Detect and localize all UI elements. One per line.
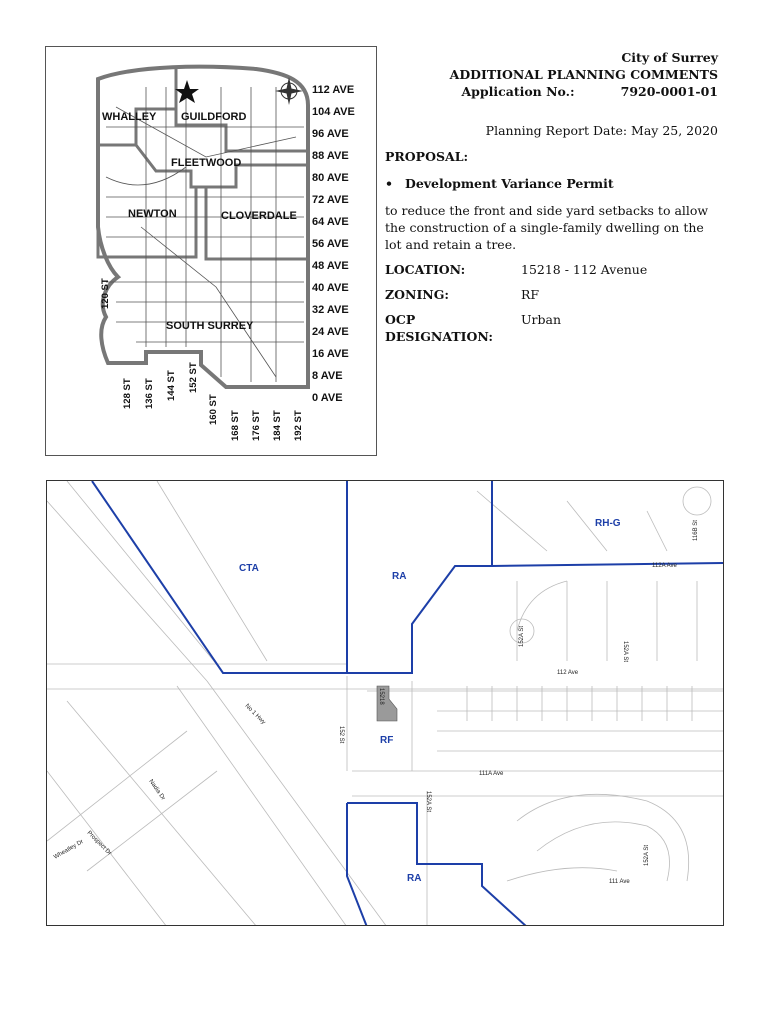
street-label: 120 ST bbox=[100, 278, 111, 309]
zone-label-rh-g: RH-G bbox=[595, 518, 621, 529]
city-name: City of Surrey bbox=[621, 50, 718, 65]
ocp-row bbox=[385, 311, 720, 345]
avenue-label: 32 AVE bbox=[312, 304, 349, 316]
avenue-label: 8 AVE bbox=[312, 370, 343, 382]
application-line bbox=[450, 83, 718, 100]
bullet-text: Development Variance Permit bbox=[405, 176, 614, 191]
street-label: 111 Ave bbox=[609, 879, 630, 885]
avenue-label: 64 AVE bbox=[312, 216, 349, 228]
bullet-icon: • bbox=[385, 176, 393, 191]
application-label: Application No.: bbox=[461, 84, 575, 99]
key-map bbox=[45, 46, 377, 456]
street-label: 112 Ave bbox=[557, 670, 579, 676]
proposal-description: to reduce the front and side yard setbacks to allow the construction of a single-family dwelling on the lot and retain a tree. bbox=[385, 203, 709, 252]
street-label: 128 ST bbox=[122, 378, 133, 409]
proposal-heading: PROPOSAL: bbox=[385, 149, 469, 164]
street-label: 168 ST bbox=[230, 410, 241, 441]
street-label: 152A St bbox=[644, 844, 650, 866]
lot-number: 15218 bbox=[378, 688, 384, 705]
ocp-value: Urban bbox=[521, 312, 562, 327]
street-label: Prospect Dr bbox=[85, 830, 113, 857]
avenue-label: 72 AVE bbox=[312, 194, 349, 206]
street-label: 112A Ave bbox=[652, 563, 677, 569]
avenue-label: 112 AVE bbox=[312, 84, 355, 96]
street-label: 152A St bbox=[622, 641, 628, 663]
zoning-row bbox=[385, 286, 720, 303]
location-row bbox=[385, 261, 720, 278]
street-label: 136 ST bbox=[144, 378, 155, 409]
avenue-label: 40 AVE bbox=[312, 282, 349, 294]
avenue-label: 24 AVE bbox=[312, 326, 349, 338]
proposal-section bbox=[385, 148, 720, 345]
district-guildford: GUILDFORD bbox=[181, 111, 247, 123]
street-label: Nadia Dr bbox=[147, 778, 166, 802]
zoning-label: ZONING: bbox=[385, 287, 450, 302]
street-label: 152A St bbox=[425, 791, 431, 813]
street-label: 111A Ave bbox=[479, 771, 504, 777]
location-value: 15218 - 112 Avenue bbox=[521, 262, 648, 277]
street-label: 192 ST bbox=[293, 410, 304, 441]
avenue-label: 56 AVE bbox=[312, 238, 349, 250]
street-label: 184 ST bbox=[272, 410, 283, 441]
zone-label-cta: CTA bbox=[239, 563, 259, 574]
street-label: 160 ST bbox=[208, 394, 219, 425]
street-label: 144 ST bbox=[166, 370, 177, 401]
report-date: Planning Report Date: May 25, 2020 bbox=[485, 123, 718, 138]
avenue-label: 104 AVE bbox=[312, 106, 355, 118]
zone-label-ra-south: RA bbox=[407, 873, 422, 884]
avenue-label: 0 AVE bbox=[312, 392, 343, 404]
avenue-label: 16 AVE bbox=[312, 348, 349, 360]
document-title: ADDITIONAL PLANNING COMMENTS bbox=[449, 67, 718, 82]
key-map-drawing bbox=[46, 47, 378, 457]
avenue-label: 80 AVE bbox=[312, 172, 349, 184]
district-whalley: WHALLEY bbox=[102, 111, 157, 123]
site-map-drawing bbox=[47, 481, 724, 926]
district-fleetwood: FLEETWOOD bbox=[171, 157, 242, 169]
district-cloverdale: CLOVERDALE bbox=[221, 210, 297, 222]
avenue-label: 48 AVE bbox=[312, 260, 349, 272]
application-number: 7920-0001-01 bbox=[620, 84, 718, 99]
proposal-bullet bbox=[385, 175, 720, 192]
avenue-label: 96 AVE bbox=[312, 128, 349, 140]
ocp-label: OCP DESIGNATION: bbox=[385, 312, 493, 344]
street-label: Wheatley Dr bbox=[53, 839, 85, 861]
document-header bbox=[450, 49, 718, 100]
street-label: 152A St bbox=[519, 625, 525, 647]
district-south-surrey: SOUTH SURREY bbox=[166, 320, 254, 332]
street-label: 116B St bbox=[693, 520, 699, 541]
street-label: 152 St bbox=[338, 726, 344, 744]
district-newton: NEWTON bbox=[128, 208, 177, 220]
location-label: LOCATION: bbox=[385, 262, 466, 277]
street-label: 176 ST bbox=[251, 410, 262, 441]
zone-label-rf: RF bbox=[380, 735, 394, 746]
zoning-value: RF bbox=[521, 287, 540, 302]
avenue-label: 88 AVE bbox=[312, 150, 349, 162]
street-label: 152 ST bbox=[188, 362, 199, 393]
street-label: No 1 Hwy bbox=[243, 703, 267, 726]
zone-label-ra: RA bbox=[392, 571, 407, 582]
site-map bbox=[46, 480, 724, 926]
